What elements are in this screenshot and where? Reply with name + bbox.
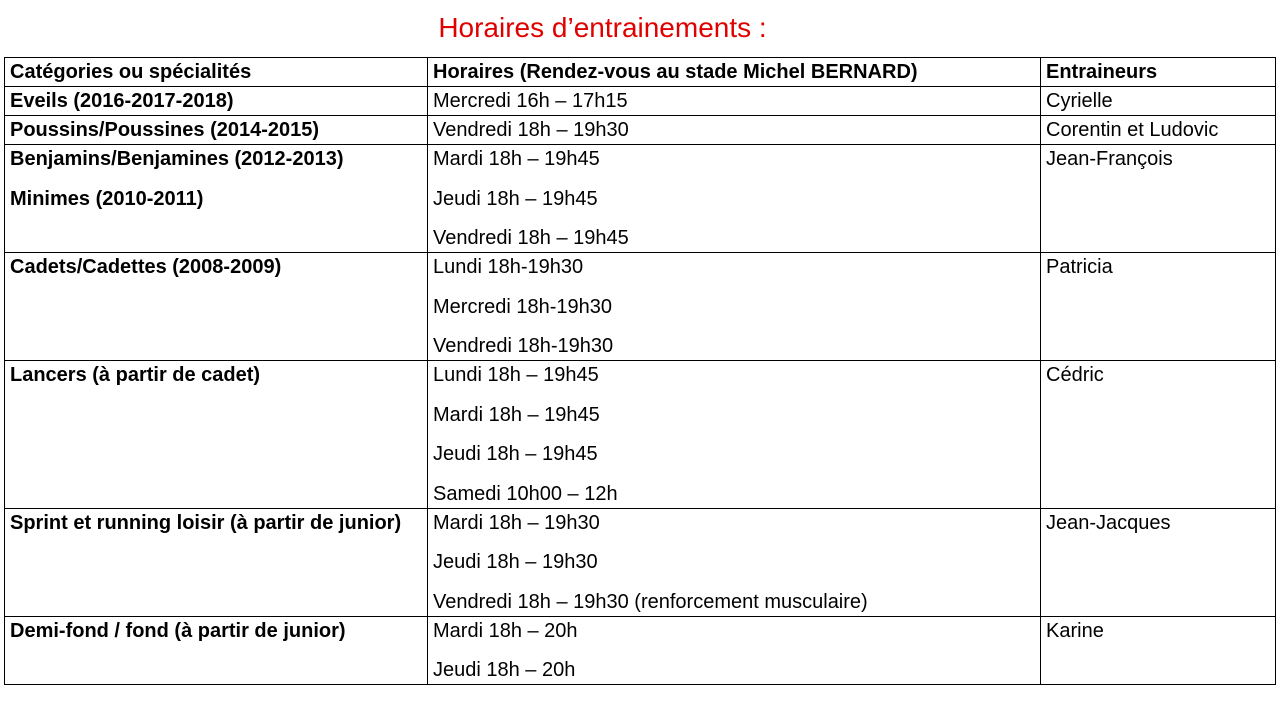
category-cell xyxy=(5,508,428,616)
category-cell xyxy=(5,616,428,685)
schedule-slot: Lundi 18h-19h30 xyxy=(433,256,584,278)
table-row xyxy=(5,116,1276,145)
coach-cell: Jean-François xyxy=(1041,145,1276,253)
schedule-slot: Vendredi 18h – 19h30 xyxy=(433,119,629,141)
table-body xyxy=(5,87,1276,685)
schedule-cell xyxy=(428,87,1041,116)
schedule-slot: Mardi 18h – 19h45 xyxy=(433,148,600,170)
category-label: Poussins/Poussines (2014-2015) xyxy=(10,119,320,141)
category-label: Cadets/Cadettes (2008-2009) xyxy=(10,256,282,278)
category-label: Lancers (à partir de cadet) xyxy=(10,364,261,386)
schedule-slot: Mardi 18h – 19h45 xyxy=(433,403,600,426)
schedule-slot: Vendredi 18h-19h30 xyxy=(433,335,614,357)
category-cell xyxy=(5,116,428,145)
category-cell xyxy=(5,361,428,509)
header-schedule: Horaires (Rendez-vous au stade Michel BERNARD) xyxy=(428,58,1041,87)
coach-cell: Cyrielle xyxy=(1041,87,1276,116)
schedule-cell xyxy=(428,616,1041,685)
schedule-slot: Mardi 18h – 20h xyxy=(433,619,578,642)
schedule-cell xyxy=(428,253,1041,361)
coach-cell: Corentin et Ludovic xyxy=(1041,116,1276,145)
category-label: Eveils (2016-2017-2018) xyxy=(10,90,234,112)
table-row xyxy=(5,508,1276,616)
schedule-cell xyxy=(428,508,1041,616)
header-category: Catégories ou spécialités xyxy=(5,58,428,87)
table-row xyxy=(5,253,1276,361)
schedule-slot: Mercredi 18h-19h30 xyxy=(433,295,612,318)
category-cell xyxy=(5,253,428,361)
schedule-cell xyxy=(428,116,1041,145)
category-label: Demi-fond / fond (à partir de junior) xyxy=(10,619,346,642)
schedule-slot: Jeudi 18h – 19h45 xyxy=(433,187,598,210)
category-label: Benjamins/Benjamines (2012-2013) xyxy=(10,148,344,170)
schedule-slot: Mardi 18h – 19h30 xyxy=(433,511,600,534)
category-label: Sprint et running loisir (à partir de junior) xyxy=(10,511,402,534)
schedule-slot: Vendredi 18h – 19h30 (renforcement musculaire) xyxy=(433,590,868,613)
schedule-slot: Samedi 10h00 – 12h xyxy=(433,482,618,505)
schedule-cell xyxy=(428,145,1041,253)
table-header-row xyxy=(5,58,1276,87)
coach-cell: Cédric xyxy=(1041,361,1276,509)
coach-cell: Karine xyxy=(1041,616,1276,685)
schedule-slot: Vendredi 18h – 19h45 xyxy=(433,227,629,249)
schedule-slot: Mercredi 16h – 17h15 xyxy=(433,90,628,112)
coach-cell: Patricia xyxy=(1041,253,1276,361)
schedule-slot: Lundi 18h – 19h45 xyxy=(433,364,599,386)
page-title: Horaires d’entrainements : xyxy=(438,12,767,43)
schedule-cell xyxy=(428,361,1041,509)
table-row xyxy=(5,616,1276,685)
category-cell xyxy=(5,87,428,116)
category-cell xyxy=(5,145,428,253)
table-row xyxy=(5,361,1276,509)
table-row xyxy=(5,87,1276,116)
header-coach: Entraineurs xyxy=(1041,58,1276,87)
table-row xyxy=(5,145,1276,253)
coach-cell: Jean-Jacques xyxy=(1041,508,1276,616)
category-label: Minimes (2010-2011) xyxy=(10,187,204,210)
training-schedule-table xyxy=(4,57,1276,685)
schedule-slot: Jeudi 18h – 19h30 xyxy=(433,551,598,573)
schedule-slot: Jeudi 18h – 19h45 xyxy=(433,443,598,465)
schedule-slot: Jeudi 18h – 20h xyxy=(433,659,576,681)
